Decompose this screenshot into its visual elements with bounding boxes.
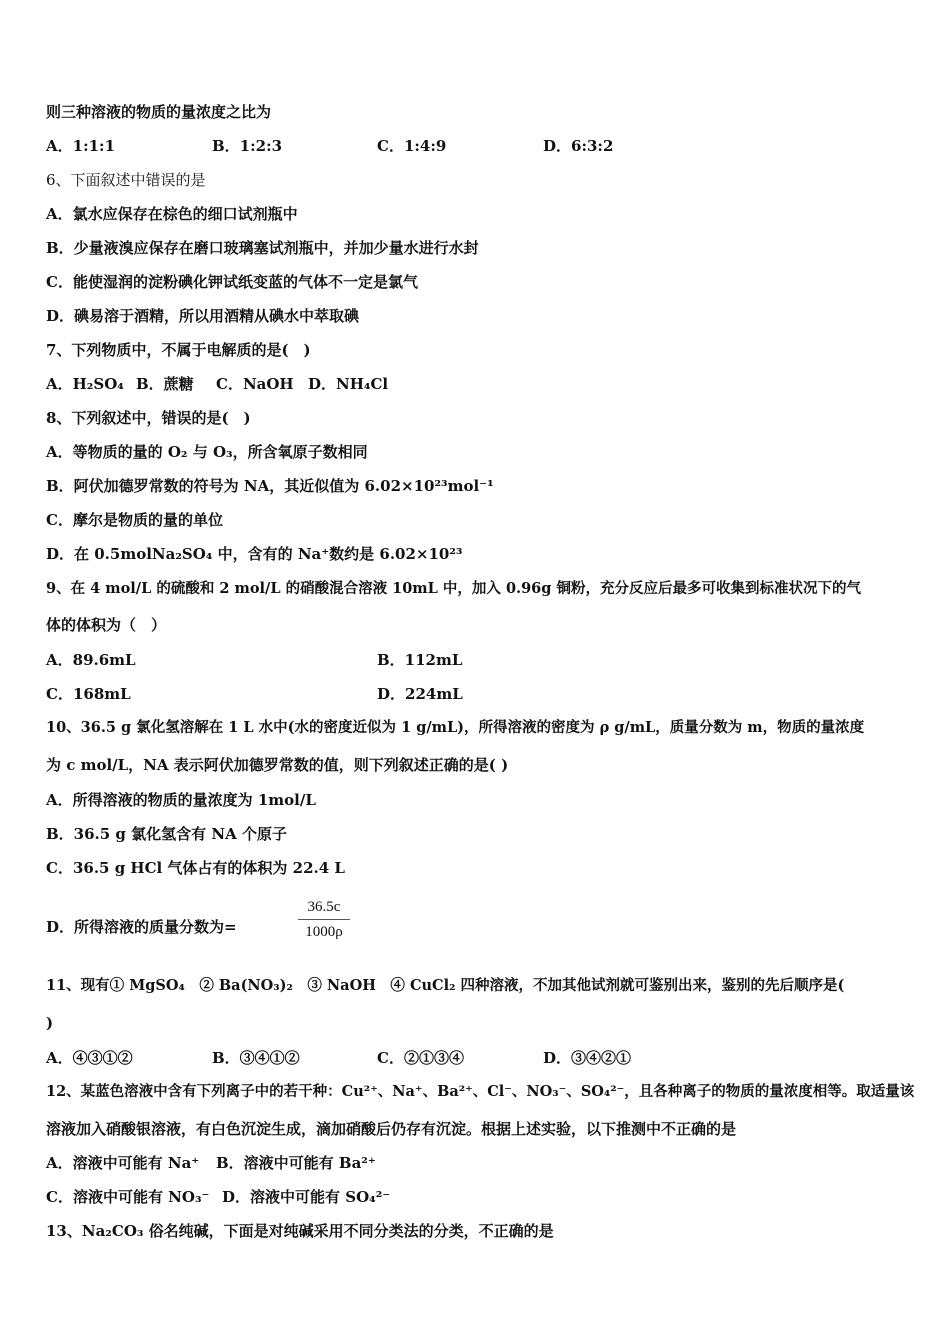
question-11-stem-line2: ) [46,1014,54,1032]
q12-option-c: C．溶液中可能有 NO₃⁻ [46,1188,210,1206]
q8-option-c: C．摩尔是物质的量的单位 [46,511,223,529]
question-11-stem-line1: 11、现有① MgSO₄ ② Ba(NO₃)₂ ③ NaOH ④ CuCl₂ 四种溶液，不加其他试剂就可鉴别出来，鉴别的先后顺序是( [46,977,845,994]
question-9-stem-line2: 体的体积为（ ） [46,616,167,634]
q5-option-d: D．6:3:2 [543,137,614,155]
q7-option-c: C．NaOH [216,375,294,393]
q11-option-d: D．③④②① [543,1049,632,1067]
formula-denominator: 1000ρ [305,924,343,940]
q5-option-c: C．1:4:9 [377,137,447,155]
question-10-stem-line1: 10、36.5 g 氯化氢溶解在 1 L 水中(水的密度近似为 1 g/mL)，所得溶液的密度为 ρ g/mL，质量分数为 m，物质的量浓度 [46,719,865,736]
q6-option-a: A．氯水应保存在棕色的细口试剂瓶中 [46,205,298,223]
question-12-stem-line2: 溶液加入硝酸银溶液，有白色沉淀生成，滴加硝酸后仍存有沉淀。根据上述实验，以下推测中不正确的是 [46,1120,737,1138]
q12-option-b: B．溶液中可能有 Ba²⁺ [216,1154,376,1172]
question-9-stem-line1: 9、在 4 mol/L 的硫酸和 2 mol/L 的硝酸混合溶液 10mL 中，加入 0.96g 铜粉，充分反应后最多可收集到标准状况下的气 [46,580,861,597]
q10-option-c: C．36.5 g HCl 气体占有的体积为 22.4 L [46,859,345,877]
q8-option-d: D．在 0.5molNa₂SO₄ 中，含有的 Na⁺数约是 6.02×10²³ [46,545,463,563]
q10-option-b: B．36.5 g 氯化氢含有 NA 个原子 [46,825,287,843]
q7-option-a: A．H₂SO₄ [46,375,124,393]
q10-option-d: D．所得溶液的质量分数为= [46,918,237,936]
q5-option-b: B．1:2:3 [212,137,283,155]
question-5-stem-tail: 则三种溶液的物质的量浓度之比为 [46,103,272,121]
question-7-stem: 7、下列物质中，不属于电解质的是( ) [46,341,311,359]
q9-option-a: A．89.6mL [46,651,136,669]
q11-option-c: C．②①③④ [377,1049,464,1067]
q7-option-d: D．NH₄Cl [308,375,389,393]
question-13-stem: 13、Na₂CO₃ 俗名纯碱，下面是对纯碱采用不同分类法的分类，不正确的是 [46,1222,554,1240]
q12-option-d: D．溶液中可能有 SO₄²⁻ [222,1188,391,1206]
q11-option-a: A．④③①② [46,1049,133,1067]
q6-option-c: C．能使湿润的淀粉碘化钾试纸变蓝的气体不一定是氯气 [46,273,418,291]
question-8-stem: 8、下列叙述中，错误的是( ) [46,409,251,427]
question-6-stem: 6、下面叙述中错误的是 [46,171,206,189]
formula-numerator: 36.5c [298,897,350,920]
q5-option-a: A．1:1:1 [46,137,116,155]
q7-option-b: B．蔗糖 [136,375,194,393]
q6-option-d: D．碘易溶于酒精，所以用酒精从碘水中萃取碘 [46,307,360,325]
q10-option-a: A．所得溶液的物质的量浓度为 1mol/L [46,791,316,809]
q9-option-c: C．168mL [46,685,131,703]
q8-option-b: B．阿伏加德罗常数的符号为 NA，其近似值为 6.02×10²³mol⁻¹ [46,477,494,495]
q6-option-b: B．少量液溴应保存在磨口玻璃塞试剂瓶中，并加少量水进行水封 [46,239,479,257]
q9-option-d: D．224mL [377,685,463,703]
q8-option-a: A．等物质的量的 O₂ 与 O₃，所含氧原子数相同 [46,443,368,461]
question-12-stem-line1: 12、某蓝色溶液中含有下列离子中的若干种：Cu²⁺、Na⁺、Ba²⁺、Cl⁻、NO₃⁻、SO₄²⁻，且各种离子的物质的量浓度相等。取适量该 [46,1083,915,1100]
q9-option-b: B．112mL [377,651,463,669]
q10-option-d-row [46,899,910,940]
question-10-stem-line2: 为 c mol/L，NA 表示阿伏加德罗常数的值，则下列叙述正确的是( ) [46,756,509,774]
mass-fraction-formula [298,897,350,942]
q11-option-b: B．③④①② [212,1049,300,1067]
q12-option-a: A．溶液中可能有 Na⁺ [46,1154,200,1172]
